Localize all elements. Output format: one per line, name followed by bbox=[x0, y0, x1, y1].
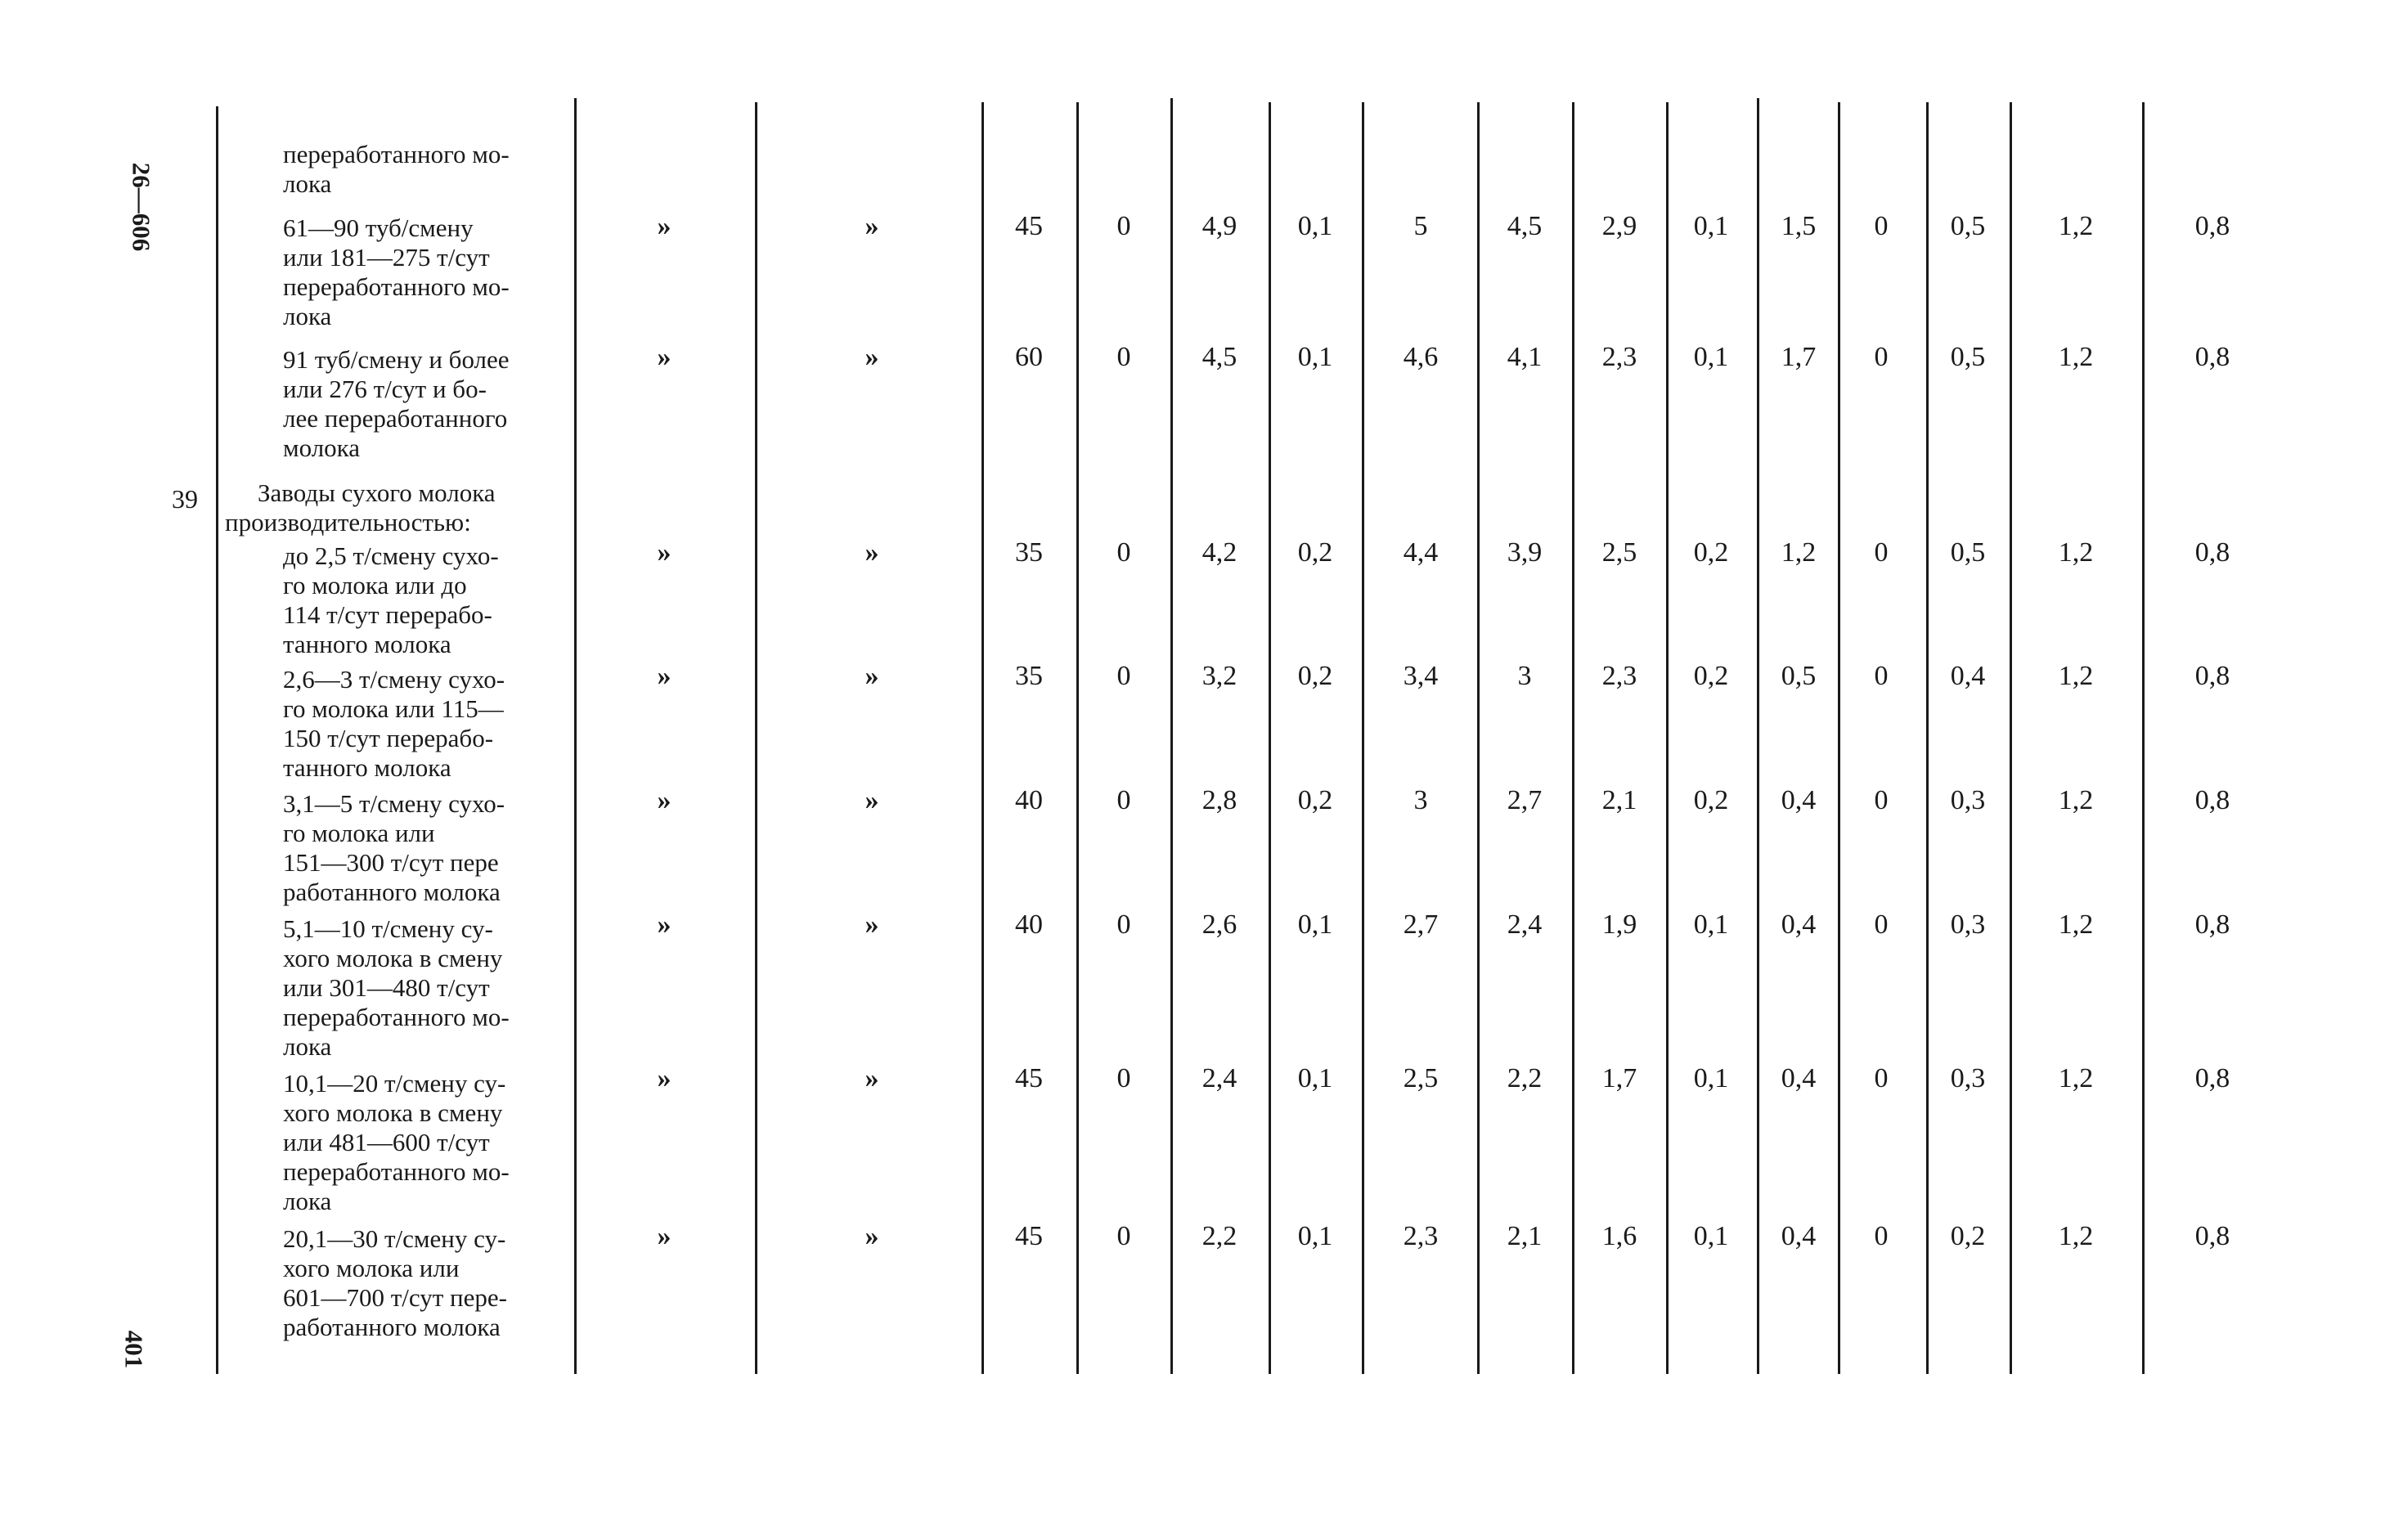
table-cell: 2,5 bbox=[1403, 1063, 1439, 1093]
table-cell: 1,2 bbox=[1781, 537, 1817, 568]
table-cell: 40 bbox=[1015, 909, 1043, 940]
table-cell: 0,8 bbox=[2194, 537, 2230, 568]
table-cell: 0 bbox=[1116, 537, 1131, 568]
table-cell: 45 bbox=[1015, 211, 1043, 241]
table-cell: 4,5 bbox=[1202, 342, 1237, 372]
table-rule bbox=[755, 102, 757, 1374]
ditto-mark: » bbox=[657, 537, 671, 568]
table-cell: 5 bbox=[1413, 211, 1428, 241]
table-cell: 3 bbox=[1413, 785, 1428, 815]
ditto-mark: » bbox=[657, 342, 671, 372]
table-cell: 3,2 bbox=[1202, 661, 1237, 691]
table-cell: 45 bbox=[1015, 1221, 1043, 1251]
table-cell: 3,9 bbox=[1507, 537, 1543, 568]
table-cell: 0,8 bbox=[2194, 785, 2230, 815]
row-description: 20,1—30 т/смену су- хого молока или 601—700 т/сут пере- работанного молока bbox=[283, 1224, 507, 1341]
table-cell: 0,8 bbox=[2194, 342, 2230, 372]
table-cell: 2,2 bbox=[1202, 1221, 1237, 1251]
table-cell: 35 bbox=[1015, 537, 1043, 568]
table-rule bbox=[1757, 98, 1759, 1374]
table-rule bbox=[1076, 102, 1079, 1374]
table-cell: 4,4 bbox=[1403, 537, 1439, 568]
table-cell: 2,4 bbox=[1507, 909, 1543, 940]
row-description: 91 туб/смену и более или 276 т/сут и бо- лее переработанного молока bbox=[283, 345, 510, 462]
table-rule bbox=[216, 106, 218, 1374]
ditto-mark: » bbox=[865, 1063, 879, 1093]
table-rule bbox=[1170, 98, 1173, 1374]
table-cell: 0 bbox=[1874, 661, 1889, 691]
table-cell: 35 bbox=[1015, 661, 1043, 691]
table-rule bbox=[1362, 102, 1364, 1374]
table-rule bbox=[574, 98, 577, 1374]
ditto-mark: » bbox=[865, 909, 879, 940]
table-cell: 0 bbox=[1116, 1063, 1131, 1093]
ditto-mark: » bbox=[865, 342, 879, 372]
table-cell: 0 bbox=[1116, 909, 1131, 940]
table-cell: 0,1 bbox=[1693, 1063, 1729, 1093]
table-cell: 0 bbox=[1116, 661, 1131, 691]
table-cell: 2,1 bbox=[1507, 1221, 1543, 1251]
ditto-mark: » bbox=[657, 1221, 671, 1251]
table-cell: 0 bbox=[1874, 537, 1889, 568]
table-cell: 1,2 bbox=[2058, 537, 2094, 568]
table-cell: 0 bbox=[1116, 785, 1131, 815]
table-cell: 3 bbox=[1517, 661, 1532, 691]
table-cell: 2,1 bbox=[1601, 785, 1637, 815]
table-cell: 1,5 bbox=[1781, 211, 1817, 241]
table-cell: 0,2 bbox=[1693, 537, 1729, 568]
row-description: 3,1—5 т/смену сухо- го молока или 151—300 т/сут пере работанного молока bbox=[283, 789, 505, 906]
table-cell: 0,4 bbox=[1781, 1221, 1817, 1251]
table-cell: 0,4 bbox=[1781, 785, 1817, 815]
table-cell: 2,6 bbox=[1202, 909, 1237, 940]
table-cell: 2,9 bbox=[1601, 211, 1637, 241]
table-cell: 0,2 bbox=[1950, 1221, 1986, 1251]
table-cell: 0,3 bbox=[1950, 1063, 1986, 1093]
table-cell: 0 bbox=[1116, 1221, 1131, 1251]
table-cell: 2,7 bbox=[1403, 909, 1439, 940]
table-cell: 60 bbox=[1015, 342, 1043, 372]
ditto-mark: » bbox=[865, 785, 879, 815]
table-cell: 0,8 bbox=[2194, 211, 2230, 241]
table-cell: 1,2 bbox=[2058, 909, 2094, 940]
table-cell: 0,8 bbox=[2194, 1063, 2230, 1093]
table-cell: 2,3 bbox=[1403, 1221, 1439, 1251]
table-cell: 0,2 bbox=[1297, 661, 1333, 691]
table-cell: 2,7 bbox=[1507, 785, 1543, 815]
ditto-mark: » bbox=[657, 661, 671, 691]
table-cell: 1,7 bbox=[1781, 342, 1817, 372]
ditto-mark: » bbox=[657, 1063, 671, 1093]
table-cell: 0,1 bbox=[1297, 1221, 1333, 1251]
ditto-mark: » bbox=[865, 537, 879, 568]
table-cell: 1,2 bbox=[2058, 1063, 2094, 1093]
table-cell: 0 bbox=[1874, 342, 1889, 372]
table-cell: 0,1 bbox=[1693, 909, 1729, 940]
table-cell: 0,1 bbox=[1297, 342, 1333, 372]
table-cell: 0 bbox=[1116, 342, 1131, 372]
table-cell: 0,1 bbox=[1297, 1063, 1333, 1093]
table-cell: 0 bbox=[1874, 1221, 1889, 1251]
section-heading: Заводы сухого молока производительностью: bbox=[225, 478, 496, 537]
row-description: 61—90 туб/смену или 181—275 т/сут переработанного мо- лока bbox=[283, 213, 510, 330]
ditto-mark: » bbox=[865, 211, 879, 241]
page-number: 401 bbox=[119, 1330, 149, 1369]
table-cell: 40 bbox=[1015, 785, 1043, 815]
table-cell: 0,8 bbox=[2194, 1221, 2230, 1251]
table-cell: 0,2 bbox=[1693, 661, 1729, 691]
table-cell: 0,5 bbox=[1781, 661, 1817, 691]
table-cell: 0,5 bbox=[1950, 537, 1986, 568]
ditto-mark: » bbox=[657, 909, 671, 940]
table-rule bbox=[981, 102, 984, 1374]
page-signature: 26—606 bbox=[127, 162, 156, 252]
ditto-mark: » bbox=[657, 785, 671, 815]
row-description: до 2,5 т/смену сухо- го молока или до 114 т/сут перерабо- танного молока bbox=[283, 541, 499, 658]
table-rule bbox=[1477, 102, 1480, 1374]
table-cell: 45 bbox=[1015, 1063, 1043, 1093]
table-cell: 0,8 bbox=[2194, 661, 2230, 691]
description-column bbox=[222, 0, 573, 1390]
table-cell: 2,4 bbox=[1202, 1063, 1237, 1093]
table-cell: 0 bbox=[1874, 211, 1889, 241]
table-rule bbox=[1926, 102, 1929, 1374]
table-cell: 0,1 bbox=[1693, 342, 1729, 372]
ditto-mark: » bbox=[865, 1221, 879, 1251]
table-cell: 0,4 bbox=[1950, 661, 1986, 691]
table-cell: 1,7 bbox=[1601, 1063, 1637, 1093]
table-cell: 4,2 bbox=[1202, 537, 1237, 568]
table-cell: 4,1 bbox=[1507, 342, 1543, 372]
table-cell: 2,5 bbox=[1601, 537, 1637, 568]
table-cell: 0,2 bbox=[1297, 785, 1333, 815]
table-rule bbox=[1666, 102, 1669, 1374]
row-description: 2,6—3 т/смену сухо- го молока или 115— 150 т/сут перерабо- танного молока bbox=[283, 665, 505, 782]
table-cell: 0,1 bbox=[1297, 909, 1333, 940]
table-rule bbox=[1572, 102, 1574, 1374]
table-cell: 0 bbox=[1116, 211, 1131, 241]
table-cell: 0 bbox=[1874, 1063, 1889, 1093]
table-rule bbox=[1838, 102, 1840, 1374]
ditto-mark: » bbox=[865, 661, 879, 691]
table-cell: 1,2 bbox=[2058, 785, 2094, 815]
table-rule bbox=[2010, 102, 2012, 1374]
table-cell: 4,9 bbox=[1202, 211, 1237, 241]
table-cell: 0,4 bbox=[1781, 1063, 1817, 1093]
table-cell: 1,9 bbox=[1601, 909, 1637, 940]
table-cell: 1,2 bbox=[2058, 342, 2094, 372]
row-description: 10,1—20 т/смену су- хого молока в смену или 481—600 т/сут переработанного мо- лока bbox=[283, 1069, 510, 1215]
table-cell: 0,5 bbox=[1950, 211, 1986, 241]
table-cell: 2,2 bbox=[1507, 1063, 1543, 1093]
table-cell: 0,5 bbox=[1950, 342, 1986, 372]
table-cell: 0,3 bbox=[1950, 785, 1986, 815]
row-description: переработанного мо- лока bbox=[283, 140, 510, 198]
table-cell: 2,3 bbox=[1601, 342, 1637, 372]
table-cell: 0,1 bbox=[1297, 211, 1333, 241]
table-cell: 0,8 bbox=[2194, 909, 2230, 940]
table-cell: 0,2 bbox=[1693, 785, 1729, 815]
table-rule bbox=[1269, 102, 1271, 1374]
ditto-mark: » bbox=[657, 211, 671, 241]
table-cell: 0 bbox=[1874, 785, 1889, 815]
table-cell: 0,2 bbox=[1297, 537, 1333, 568]
table-cell: 4,5 bbox=[1507, 211, 1543, 241]
table-cell: 2,3 bbox=[1601, 661, 1637, 691]
table-cell: 0 bbox=[1874, 909, 1889, 940]
table-cell: 1,2 bbox=[2058, 1221, 2094, 1251]
table-cell: 2,8 bbox=[1202, 785, 1237, 815]
table-rule bbox=[2142, 102, 2145, 1374]
group-number: 39 bbox=[172, 484, 198, 514]
table-cell: 1,2 bbox=[2058, 661, 2094, 691]
table-cell: 4,6 bbox=[1403, 342, 1439, 372]
table-cell: 0,3 bbox=[1950, 909, 1986, 940]
table-cell: 0,4 bbox=[1781, 909, 1817, 940]
table-cell: 1,6 bbox=[1601, 1221, 1637, 1251]
table-cell: 3,4 bbox=[1403, 661, 1439, 691]
table-cell: 0,1 bbox=[1693, 211, 1729, 241]
table-cell: 1,2 bbox=[2058, 211, 2094, 241]
row-description: 5,1—10 т/смену су- хого молока в смену или 301—480 т/сут переработанного мо- лока bbox=[283, 914, 510, 1061]
table-cell: 0,1 bbox=[1693, 1221, 1729, 1251]
